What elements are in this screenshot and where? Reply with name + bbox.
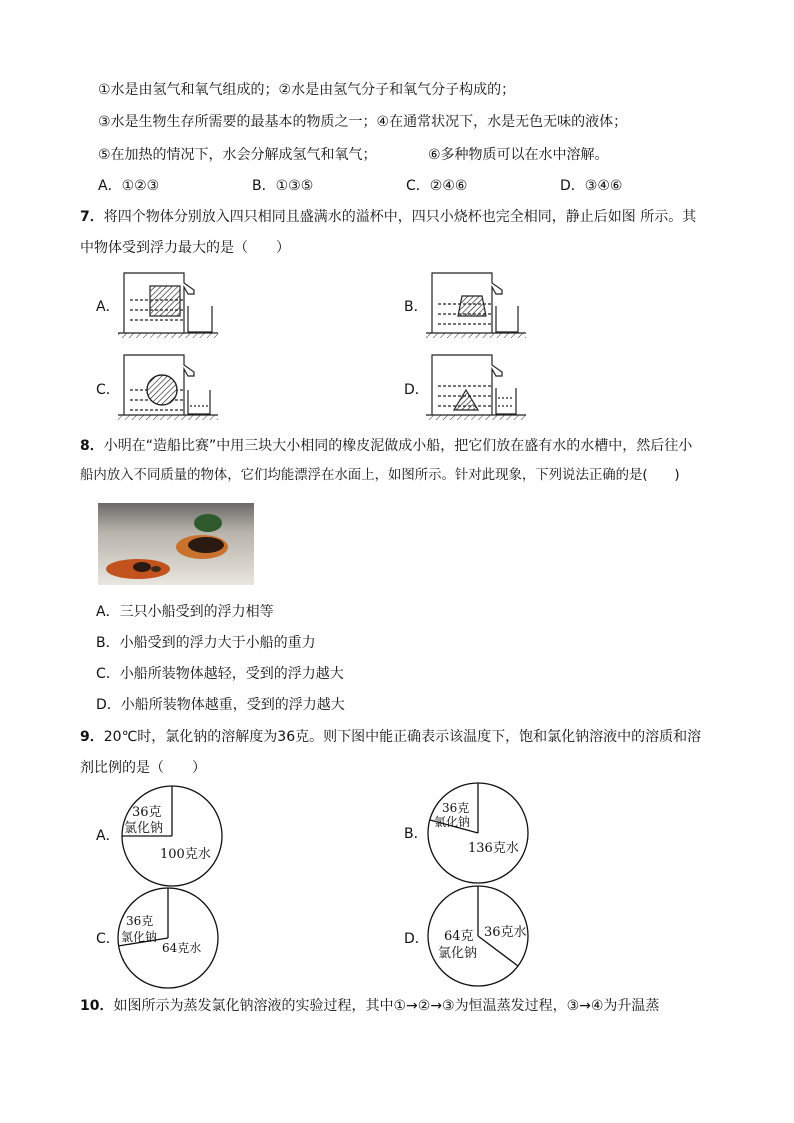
pie-d-solvent: 36克水 — [484, 925, 527, 940]
q8-option-a: A．三只小船受到的浮力相等 — [96, 604, 274, 620]
q7-stem-text: 将四个物体分别放入四只相同且盛满水的溢杯中，四只小烧杯也完全相同，静止后如图 所示。其 — [103, 209, 697, 225]
q6-statement-line-1: ①水是由氢气和氧气组成的；②水是由氢气分子和氧气分子构成的； — [98, 82, 516, 98]
pie-b-solute-amount: 36克 — [442, 801, 470, 815]
q8-stem-text: 小明在“造船比赛”中用三块大小相同的橡皮泥做成小船，把它们放在盛有水的水槽中，然后往小 — [103, 438, 693, 454]
q8-option-b: B．小船受到的浮力大于小船的重力 — [96, 635, 316, 651]
q7-label-b: B． — [404, 299, 428, 315]
pie-chart-d — [428, 886, 528, 986]
q7-stem-line-1 — [80, 207, 696, 227]
q9-label-c: C． — [96, 931, 120, 947]
q7-label-a: A． — [96, 299, 120, 315]
q7-stem-line-2: 中物体受到浮力最大的是（ ） — [80, 240, 290, 256]
clay-boats-photo — [98, 503, 254, 585]
pie-d-solute-amount: 64克 — [444, 929, 474, 944]
pie-a-solvent: 100克水 — [160, 847, 211, 862]
pie-b-solute-name: 氯化钠 — [434, 815, 471, 829]
q9-stem-text: 20℃时，氯化钠的溶解度为36克。则下图中能正确表示该温度下，饱和氯化钠溶液中的溶质和溶 — [103, 729, 702, 745]
pie-d-solute-name: 氯化钠 — [438, 946, 478, 961]
overflow-cup-diagram-a — [118, 273, 218, 338]
q7-label-d: D． — [404, 382, 429, 398]
q8-number: 8． — [80, 438, 104, 454]
q8-option-d: D．小船所装物体越重，受到的浮力越大 — [96, 697, 345, 713]
q9-number: 9． — [80, 729, 104, 745]
overflow-cup-diagram-d — [426, 355, 526, 420]
pie-a-solute-name: 氯化钠 — [124, 821, 164, 836]
q10-stem-line-1 — [80, 996, 659, 1016]
q8-stem-line-1 — [80, 436, 692, 456]
pie-c-solute-name: 氯化钠 — [121, 930, 158, 944]
q9-stem-line-2: 剂比例的是（ ） — [80, 760, 206, 776]
q6-statement-line-2: ③水是生物生存所需要的最基本的物质之一；④在通常状况下，水是无色无味的液体； — [98, 114, 628, 130]
pie-a-solute-amount: 36克 — [132, 805, 162, 820]
q6-statement-line-3a: ⑤在加热的情况下，水会分解成氢气和氧气； — [98, 147, 377, 163]
q6-option-a: A．①②③ — [98, 178, 160, 194]
pie-chart-a — [122, 786, 222, 886]
q9-label-b: B． — [404, 826, 428, 842]
q10-number: 10． — [80, 998, 114, 1014]
q9-label-a: A． — [96, 828, 120, 844]
pie-b-solvent: 136克水 — [468, 841, 519, 856]
q8-stem-line-2: 船内放入不同质量的物体，它们均能漂浮在水面上，如图所示。针对此现象，下列说法正确的是( ) — [80, 468, 680, 483]
q10-stem-text: 如图所示为蒸发氯化钠溶液的实验过程，其中①→②→③为恒温蒸发过程，③→④为升温蒸 — [113, 998, 660, 1014]
pie-chart-b — [428, 783, 528, 883]
q9-label-d: D． — [404, 931, 429, 947]
q7-number: 7． — [80, 209, 104, 225]
q9-stem-line-1 — [80, 727, 701, 747]
pie-chart-c — [118, 888, 218, 988]
overflow-cup-diagram-c — [118, 355, 218, 420]
q6-option-c: C．②④⑥ — [406, 178, 468, 194]
overflow-cup-diagram-b — [426, 273, 526, 338]
q7-label-c: C． — [96, 382, 120, 398]
pie-c-solvent: 64克水 — [162, 941, 202, 955]
q6-option-b: B．①③⑤ — [252, 178, 314, 194]
pie-c-solute-amount: 36克 — [126, 914, 154, 928]
q6-option-d: D．③④⑥ — [560, 178, 623, 194]
q6-statement-line-3b: ⑥多种物质可以在水中溶解。 — [428, 147, 609, 163]
q8-option-c: C．小船所装物体越轻，受到的浮力越大 — [96, 666, 344, 682]
